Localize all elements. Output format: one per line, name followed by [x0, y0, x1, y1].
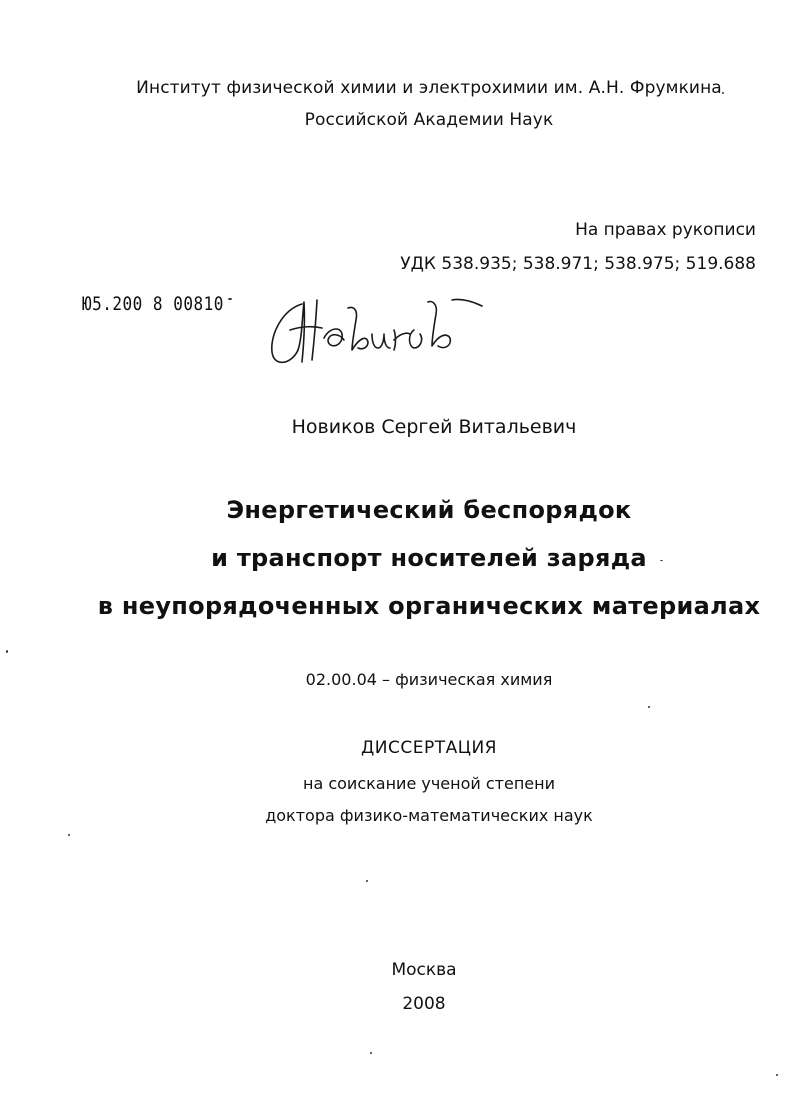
document-type: ДИССЕРТАЦИЯ: [361, 738, 497, 758]
scan-speck: [660, 560, 663, 561]
scan-speck: [776, 1074, 778, 1076]
scan-speck: [370, 1052, 372, 1054]
dissertation-title-line: Энергетический беспорядок: [226, 496, 632, 524]
publication-year: 2008: [402, 994, 446, 1014]
author-name: Новиков Сергей Витальевич: [291, 416, 577, 438]
specialty-code: 02.00.04 – физическая химия: [305, 670, 553, 689]
scan-speck: [228, 298, 232, 300]
udc-classification: УДК 538.935; 538.971; 538.975; 519.688: [400, 254, 756, 274]
manuscript-rights-note: На правах рукописи: [575, 220, 756, 240]
publication-city: Москва: [391, 960, 457, 980]
scan-speck: [68, 834, 70, 836]
academy-name: Российской Академии Наук: [304, 110, 554, 130]
degree-description: на соискание ученой степени: [302, 774, 555, 793]
scan-speck: [722, 92, 724, 94]
scan-speck: [6, 650, 8, 653]
dissertation-title-line: в неупорядоченных органических материалах: [97, 592, 761, 620]
scan-speck: [648, 706, 650, 708]
degree-description: доктора физико-математических наук: [265, 806, 593, 825]
dissertation-title-line: и транспорт носителей заряда: [211, 544, 647, 572]
institute-name: Институт физической химии и электрохимии им. А.Н. Фрумкина: [136, 78, 722, 98]
archive-stamp-number: Ю5.200 8 00810: [82, 292, 224, 315]
handwritten-signature-image: [262, 290, 492, 380]
scan-speck: [366, 880, 368, 882]
